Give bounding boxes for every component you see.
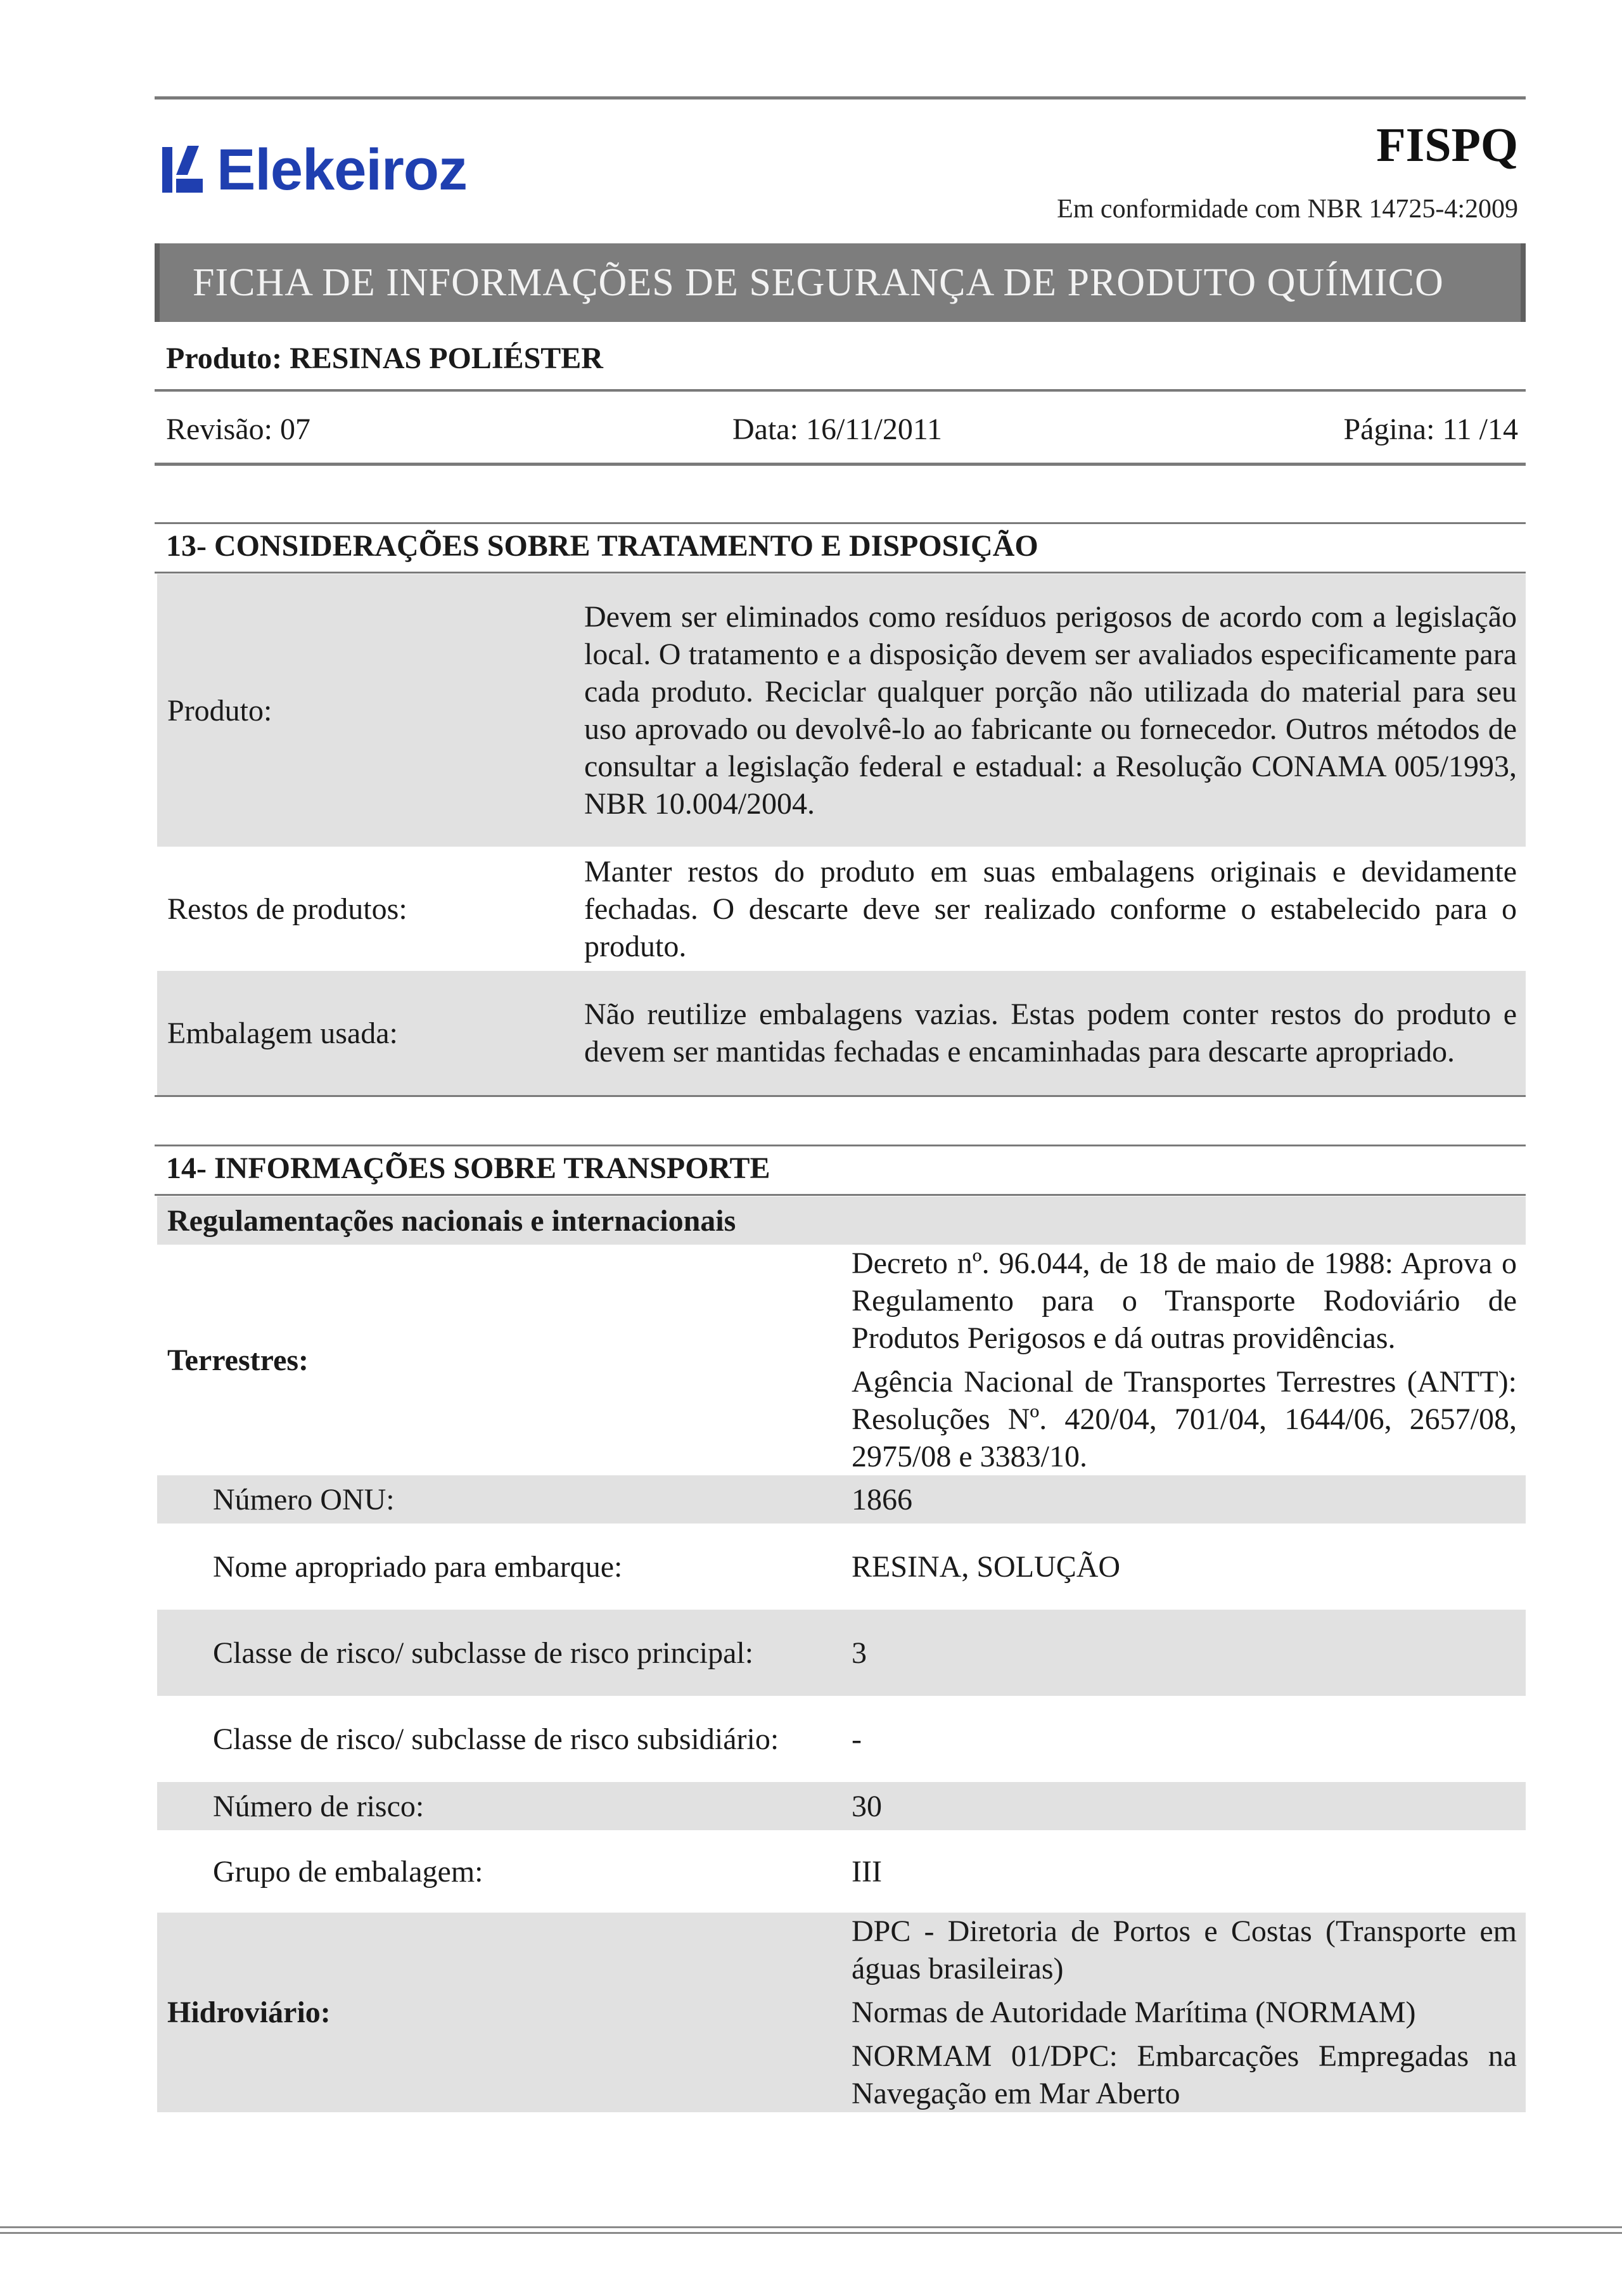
page-number: Página: 11 /14 <box>1343 413 1518 446</box>
footer-rule-top <box>0 2226 1622 2228</box>
footer-rule-bottom <box>0 2232 1622 2234</box>
table-row <box>157 1696 1526 1782</box>
logo-mark-icon <box>162 143 203 196</box>
section13-title-rule <box>155 572 1526 574</box>
table-row <box>157 847 1526 971</box>
conformity-note: Em conformidade com NBR 14725-4:2009 <box>1057 195 1518 224</box>
row-label: Classe de risco/ subclasse de risco subsidiário: <box>213 1722 779 1756</box>
product-name: Produto: RESINAS POLIÉSTER <box>166 342 603 375</box>
row-label: Embalagem usada: <box>157 971 574 1095</box>
banner-title: FICHA DE INFORMAÇÕES DE SEGURANÇA DE PRODUTO QUÍMICO <box>193 260 1444 304</box>
terrestres-paragraph-1: Decreto nº. 96.044, de 18 de maio de 1988: Aprova o Regulamento para o Transporte Rodoviário de Produtos Perigosos e dá outras providências. <box>852 1247 1517 1355</box>
subheading: Regulamentações nacionais e internacionais <box>157 1196 1526 1245</box>
date: Data: 16/11/2011 <box>732 413 943 446</box>
row-value <box>841 1913 1526 2112</box>
section13-table <box>157 574 1526 1095</box>
section14-title: 14- INFORMAÇÕES SOBRE TRANSPORTE <box>166 1151 770 1185</box>
row-value <box>841 1245 1526 1475</box>
row-value: Devem ser eliminados como resíduos perigosos de acordo com a legislação local. O tratamento e a disposição devem ser avaliados especificamente para cada produto. Reciclar qualquer porção não utilizada do material para seu uso aprovado ou devolvê-lo ao fabricante ou fornecedor. Outros métodos de consultar a legislação federal e estadual: a Resolução CONAMA 005/1993, NBR 10.004/2004. <box>574 574 1526 847</box>
section13-top-rule <box>155 522 1526 524</box>
row-label: Número ONU: <box>157 1475 841 1523</box>
row-value: Manter restos do produto em suas embalagens originais e devidamente fechadas. O descarte deve ser realizado conforme o estabelecido para o produto. <box>584 854 1517 963</box>
row-label: Hidroviário: <box>157 1913 841 2112</box>
row-value: RESINA, SOLUÇÃO <box>852 1549 1121 1584</box>
row-value: 3 <box>841 1610 1526 1696</box>
row-label: Classe de risco/ subclasse de risco principal: <box>157 1610 841 1696</box>
product-rule <box>155 389 1526 392</box>
top-rule <box>155 96 1526 99</box>
table-row <box>157 1523 1526 1610</box>
hidroviario-paragraph-2: Normas de Autoridade Marítima (NORMAM) <box>852 1996 1416 2029</box>
revision-rule <box>155 463 1526 466</box>
row-label: Produto: <box>157 574 574 847</box>
table-row <box>157 1475 1526 1523</box>
revision: Revisão: 07 <box>166 413 310 446</box>
section14-table <box>157 1196 1526 2112</box>
row-value: - <box>852 1722 862 1756</box>
logo-text: Elekeiroz <box>217 138 467 202</box>
row-label: Número de risco: <box>157 1782 841 1830</box>
row-label: Nome apropriado para embarque: <box>213 1549 623 1584</box>
table-row <box>157 1245 1526 1475</box>
table-row <box>157 1830 1526 1913</box>
row-label: Restos de produtos: <box>167 892 407 926</box>
row-value: 1866 <box>841 1475 1526 1523</box>
section13-title: 13- CONSIDERAÇÕES SOBRE TRATAMENTO E DISPOSIÇÃO <box>166 529 1038 563</box>
table-row <box>157 1913 1526 2112</box>
row-value: Não reutilize embalagens vazias. Estas podem conter restos do produto e devem ser mantidas fechadas e encaminhadas para descarte apropriado. <box>574 971 1526 1095</box>
table-row <box>157 1782 1526 1830</box>
terrestres-paragraph-2: Agência Nacional de Transportes Terrestres (ANTT): Resoluções Nº. 420/04, 701/04, 1644/06, 2657/08, 2975/08 e 3383/10. <box>852 1365 1517 1473</box>
hidroviario-paragraph-1: DPC - Diretoria de Portos e Costas (Transporte em águas brasileiras) <box>852 1914 1517 1985</box>
row-value: 30 <box>841 1782 1526 1830</box>
title-banner <box>155 243 1526 322</box>
row-value: III <box>852 1854 882 1889</box>
row-label: Grupo de embalagem: <box>213 1854 483 1889</box>
company-logo <box>162 138 467 202</box>
table-row <box>157 574 1526 847</box>
table-row <box>157 1196 1526 1245</box>
section13-bottom-rule <box>155 1095 1526 1097</box>
table-row <box>157 971 1526 1095</box>
revision-line <box>166 412 1518 447</box>
section14-top-rule <box>155 1145 1526 1146</box>
hidroviario-paragraph-3: NORMAM 01/DPC: Embarcações Empregadas na Navegação em Mar Aberto <box>852 2039 1517 2110</box>
section14-title-rule <box>155 1194 1526 1196</box>
document-code: FISPQ <box>1376 119 1518 172</box>
row-label: Terrestres: <box>167 1343 309 1377</box>
table-row <box>157 1610 1526 1696</box>
